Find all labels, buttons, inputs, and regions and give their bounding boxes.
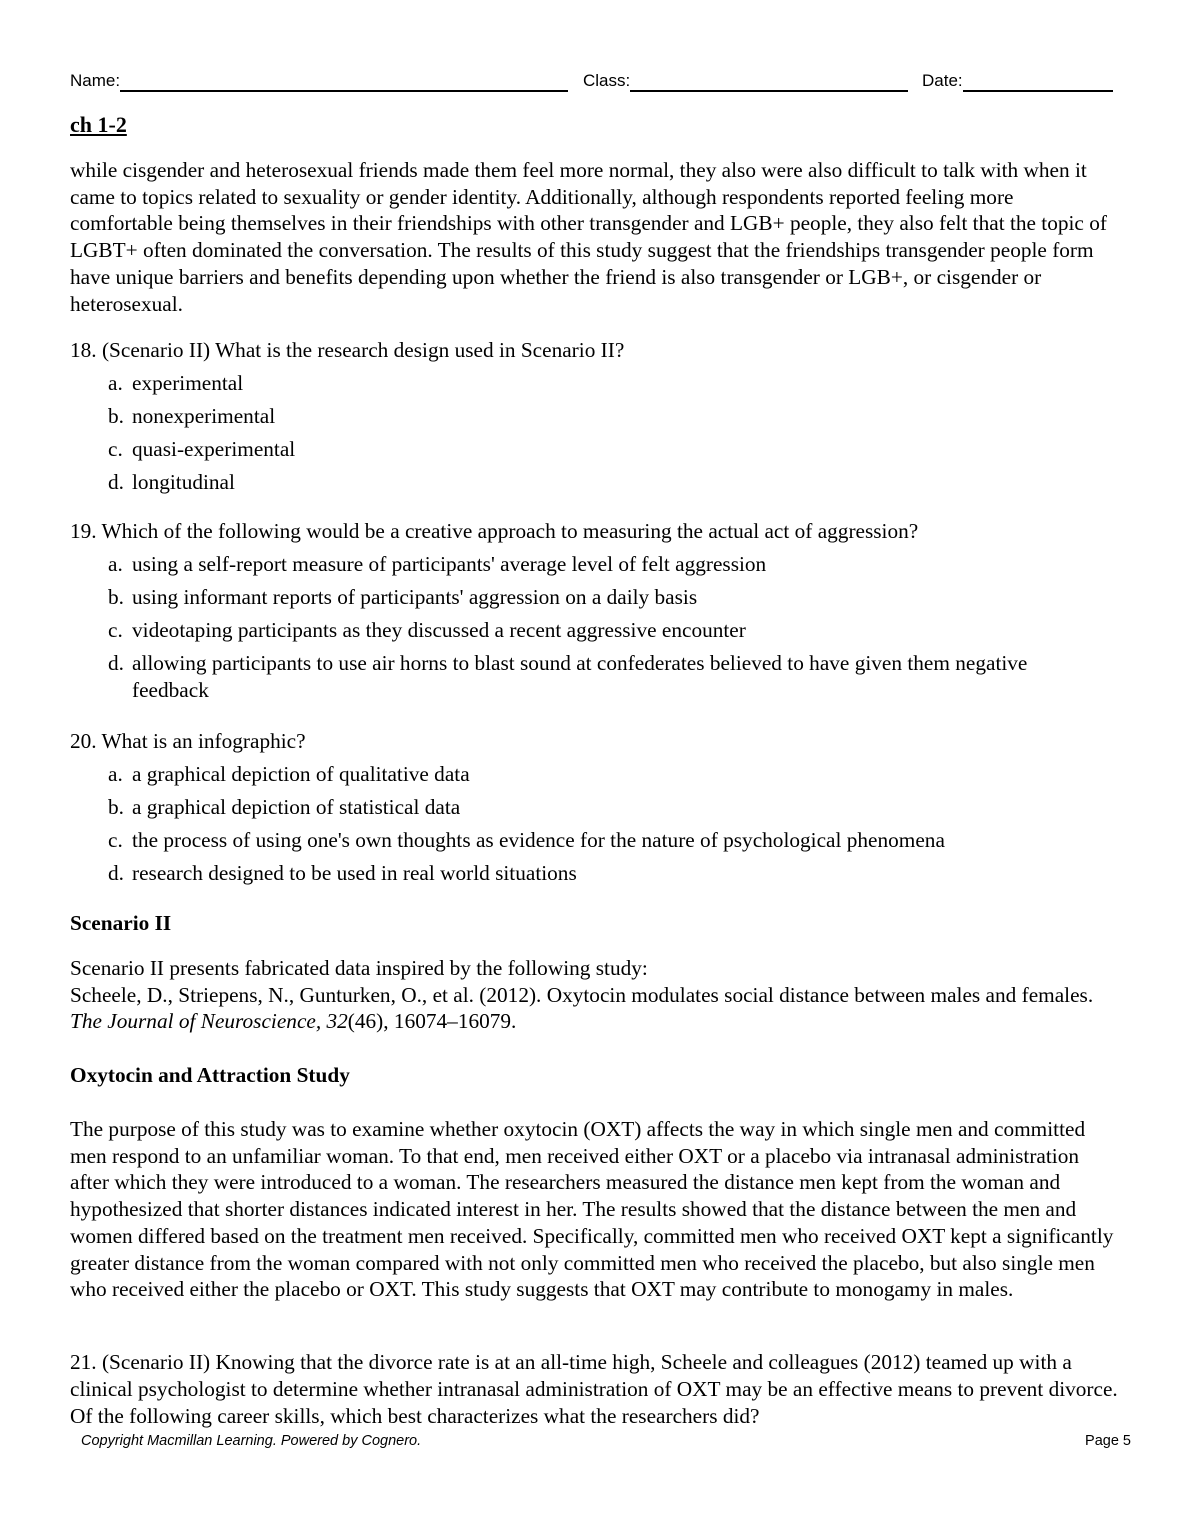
- citation-journal: The Journal of Neuroscience, 32: [70, 1009, 348, 1034]
- answer-option-b[interactable]: [70, 403, 1130, 430]
- study-title: Oxytocin and Attraction Study: [70, 1063, 350, 1087]
- intro-paragraph: while cisgender and heterosexual friends made them feel more normal, they also were also difficult to talk with when it came to topics related to sexuality or gender identity. Additionally, although respondents reported feeling more comfortable being themselves in their friendships with other transgender and LGB+ people, they also felt that the topic of LGBT+ often dominated the conversation. The results of this study suggest that the friendships transgender people form have unique barriers and benefits depending upon whether the friend is also transgender or LGB+, or cisgender or heterosexual.: [70, 158, 1107, 316]
- class-label: Class:: [583, 71, 631, 90]
- answer-option-b[interactable]: [70, 584, 1130, 611]
- question-18: [70, 337, 1130, 496]
- option-letter: a.: [108, 371, 123, 395]
- source-intro: Scenario II presents fabricated data inspired by the following study:: [70, 956, 648, 980]
- class-field[interactable]: [583, 70, 908, 92]
- option-letter: a.: [108, 552, 123, 576]
- scenario-heading: Scenario II: [70, 911, 172, 935]
- option-letter: d.: [108, 861, 124, 885]
- name-field[interactable]: [70, 70, 568, 92]
- option-letter: d.: [108, 651, 124, 675]
- citation-authors-title: Scheele, D., Striepens, N., Gunturken, O., et al. (2012). Oxytocin modulates social distance between males and females.: [70, 982, 1094, 1007]
- student-info-header: [70, 70, 1120, 96]
- citation-volume-pages: (46), 16074–16079.: [347, 1009, 517, 1034]
- page-number: Page 5: [1085, 1433, 1131, 1449]
- name-label: Name:: [70, 71, 121, 90]
- date-field[interactable]: [922, 70, 1113, 92]
- date-blank-line[interactable]: [963, 70, 1113, 92]
- answer-option-b[interactable]: [70, 794, 1130, 821]
- option-letter: b.: [108, 795, 124, 819]
- answer-option-d[interactable]: [70, 860, 1130, 887]
- option-letter: c.: [108, 828, 123, 852]
- question-stem: 20. What is an infographic?: [70, 729, 306, 753]
- answer-option-c[interactable]: [70, 617, 1130, 644]
- option-text: videotaping participants as they discussed a recent aggressive encounter: [132, 618, 746, 642]
- answer-options: [70, 761, 1130, 887]
- option-text: using a self-report measure of participants' average level of felt aggression: [132, 552, 767, 576]
- answer-option-d[interactable]: [70, 650, 1130, 704]
- question-21: [70, 1349, 1120, 1430]
- option-text: nonexperimental: [132, 404, 276, 428]
- copyright-notice: Copyright Macmillan Learning. Powered by Cognero.: [81, 1433, 422, 1449]
- answer-options: [70, 551, 1130, 704]
- answer-option-a[interactable]: [70, 551, 1130, 578]
- option-letter: c.: [108, 437, 123, 461]
- option-text: the process of using one's own thoughts as evidence for the nature of psychological phenomena: [132, 828, 945, 852]
- answer-option-d[interactable]: [70, 469, 1130, 496]
- question-stem: 18. (Scenario II) What is the research design used in Scenario II?: [70, 338, 625, 362]
- option-letter: b.: [108, 404, 124, 428]
- option-letter: c.: [108, 618, 123, 642]
- option-letter: a.: [108, 762, 123, 786]
- option-text: a graphical depiction of statistical data: [132, 795, 461, 819]
- option-text: using informant reports of participants' aggression on a daily basis: [132, 585, 698, 609]
- answer-option-a[interactable]: [70, 370, 1130, 397]
- option-text: allowing participants to use air horns to blast sound at confederates believed to have given them negative feedback: [132, 651, 1028, 702]
- answer-option-c[interactable]: [70, 827, 1130, 854]
- option-text: experimental: [132, 371, 244, 395]
- document-title: ch 1-2: [70, 112, 127, 137]
- class-blank-line[interactable]: [630, 70, 908, 92]
- question-20: [70, 728, 1130, 887]
- answer-option-a[interactable]: [70, 761, 1130, 788]
- option-text: quasi-experimental: [132, 437, 296, 461]
- question-stem: 19. Which of the following would be a creative approach to measuring the actual act of aggression?: [70, 519, 919, 543]
- option-letter: b.: [108, 585, 124, 609]
- date-label: Date:: [922, 71, 963, 90]
- scenario-source: [70, 955, 1120, 1035]
- option-text: longitudinal: [132, 470, 235, 494]
- study-paragraph: The purpose of this study was to examine whether oxytocin (OXT) affects the way in which single men and committed men respond to an unfamiliar woman. To that end, men received either OXT or a placebo via intranasal administration after which they were introduced to a woman. The researchers measured the distance men kept from the woman and hypothesized that shorter distances indicated interest in her. The results showed that the distance between the men and women differed based on the treatment men received. Specifically, committed men who received OXT kept a significantly greater distance from the woman compared with not only committed men who received the placebo, but also single men who received either the placebo or OXT. This study suggests that OXT may contribute to monogamy in males.: [70, 1117, 1114, 1302]
- answer-option-c[interactable]: [70, 436, 1130, 463]
- option-text: research designed to be used in real world situations: [132, 861, 577, 885]
- name-blank-line[interactable]: [120, 70, 568, 92]
- option-text: a graphical depiction of qualitative data: [132, 762, 470, 786]
- question-stem: 21. (Scenario II) Knowing that the divorce rate is at an all-time high, Scheele and colleagues (2012) teamed up with a clinical psychologist to determine whether intranasal administration of OXT may be an effective means to prevent divorce. Of the following career skills, which best characterizes what the researchers did?: [70, 1350, 1118, 1428]
- answer-options: [70, 370, 1130, 496]
- option-letter: d.: [108, 470, 124, 494]
- question-19: [70, 518, 1130, 704]
